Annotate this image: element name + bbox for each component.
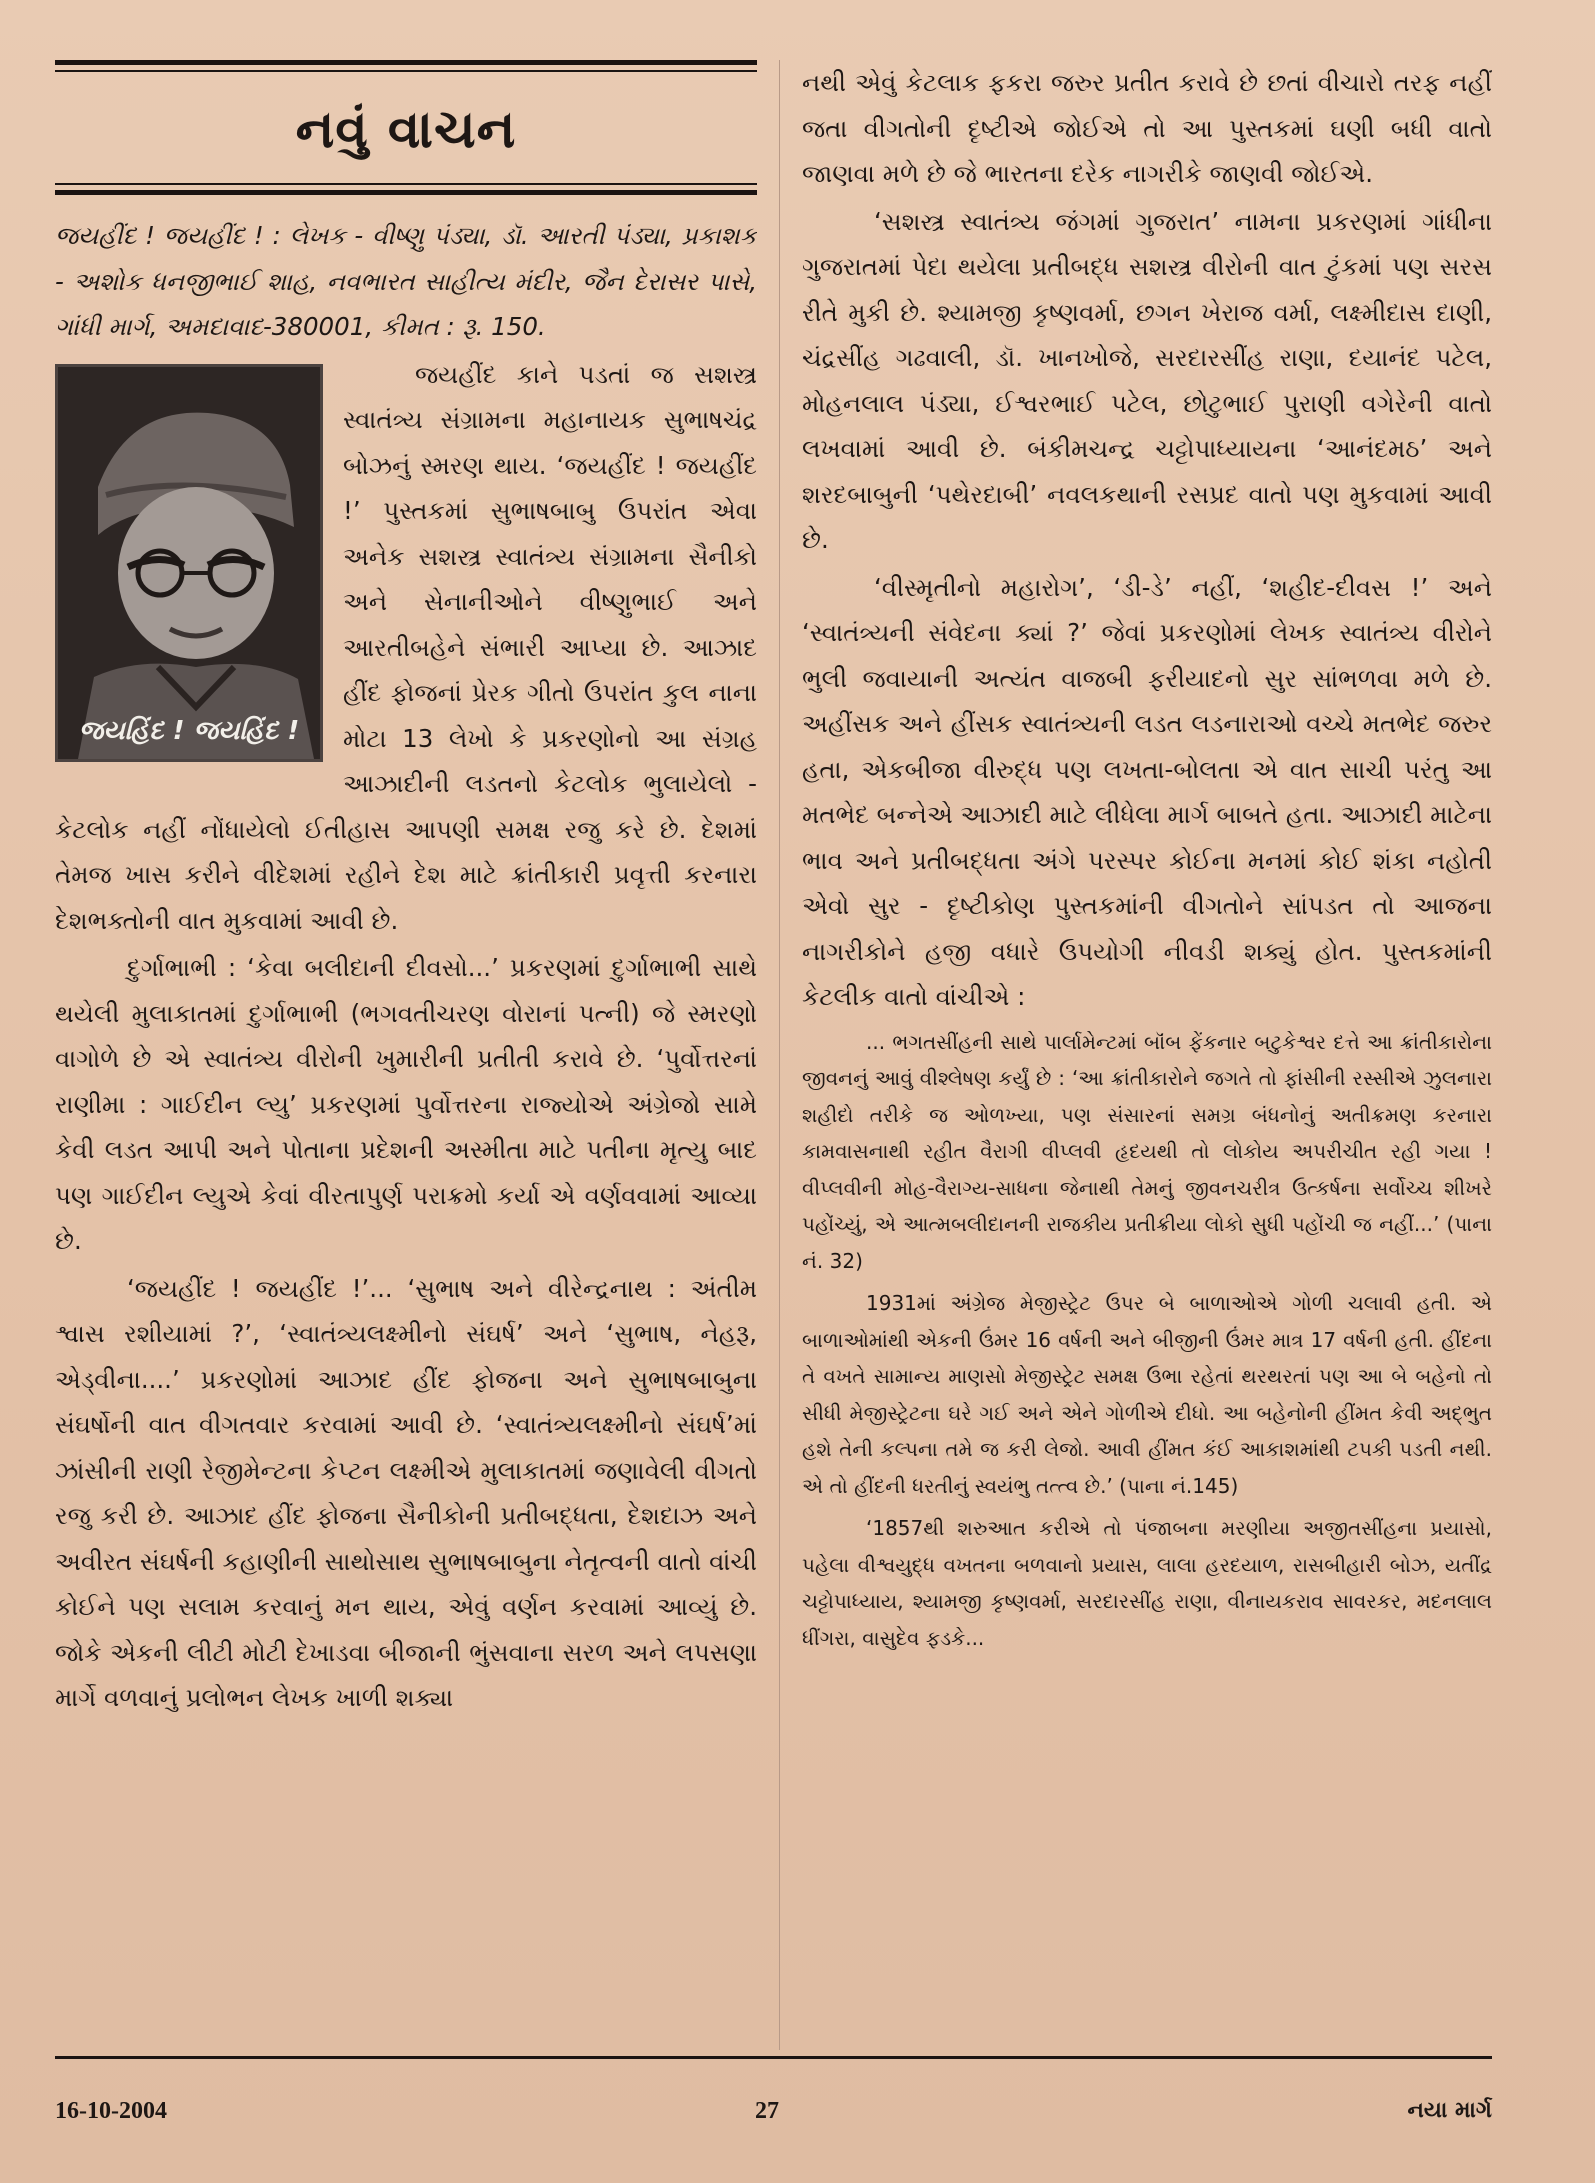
left-column (55, 60, 757, 2050)
page-footer (55, 2092, 1492, 2136)
left-paragraph-2: દુર્ગાભાભી : ‘કેવા બલીદાની દીવસો...’ પ્રકરણમાં દુર્ગાભાભી સાથે થયેલી મુલાકાતમાં દુર્ગાભાભી (ભગવતીચરણ વોરાનાં પત્ની) જે સ્મરણો વાગોળે છે એ સ્વાતંત્ર્ય વીરોની ખુમારીની પ્રતીતી કરાવે છે. ‘પુર્વોત્તરનાં રાણીમા : ગાઈદીન લ્યુ’ પ્રકરણમાં પુર્વોત્તરના રાજ્યોએ અંગ્રેજો સામે કેવી લડત આપી અને પોતાના પ્રદેશની અસ્મીતા માટે પતીના મૃત્યુ બાદ પણ ગાઈદીન લ્યુએ કેવાં વીરતાપુર્ણ પરાક્રમો કર્યા એ વર્ણવવામાં આવ્યા છે. (55, 953, 757, 1255)
publication-name: નયા માર્ગ (1407, 2098, 1492, 2123)
quote-paragraph-1: ... ભગતસીંહની સાથે પાર્લામેન્ટમાં બૉંબ ફેંકનાર બટુકેશ્વર દત્તે આ ક્રાંતીકારોના જીવનનું આવું વીશ્લેષણ કર્યું છે : ‘આ ક્રાંતીકારોને જગતે તો ફાંસીની રસ્સીએ ઝુલનારા શહીદો તરીકે જ ઓળખ્યા, પણ સંસારનાં સમગ્ર બંધનોનું અતીક્રમણ કરનારા કામવાસનાથી રહીત વૈરાગી વીપ્લવી હૃદયથી તો લોકોય અપરીચીત રહી ગયા ! વીપ્લવીની મોહ-વૈરાગ્ય-સાધના જેનાથી તેમનું જીવનચરીત્ર ઉત્કર્ષના સર્વોચ્ચ શીખરે પહોંચ્યું, એ આત્મબલીદાનની રાજકીય પ્રતીક્રીયા લોકો સુધી પહોંચી જ નહીં...’ (પાના નં. 32) (802, 1029, 1492, 1273)
right-paragraph-1: નથી એવું કેટલાક ફકરા જરુર પ્રતીત કરાવે છે છતાં વીચારો તરફ નહીં જતા વીગતોની દૃષ્ટીએ જોઈએ તો આ પુસ્તકમાં ઘણી બધી વાતો જાણવા મળે છે જે ભારતના દરેક નાગરીકે જાણવી જોઈએ. (802, 68, 1492, 188)
quote-paragraph-3: ‘1857થી શરુઆત કરીએ તો પંજાબના મરણીયા અજીતસીંહના પ્રયાસો, પહેલા વીશ્વયુદ્ધ વખતના બળવાનો પ્રયાસ, લાલા હરદયાળ, રાસબીહારી બોઝ, યતીંદ્ર ચટ્ટોપાધ્યાય, શ્યામજી કૃષ્ણવર્મા, સરદારસીંહ રાણા, વીનાયકરાવ સાવરકર, મદનલાલ ધીંગરા, વાસુદેવ ફડકે... (802, 1516, 1492, 1650)
issue-date: 16-10-2004 (55, 2098, 167, 2124)
masthead-rule-bottom-thin (55, 183, 757, 185)
left-paragraph-1: જયહીંદ કાને પડતાં જ સશસ્ત્ર સ્વાતંત્ર્ય સંગ્રામના મહાનાયક સુભાષચંદ્ર બોઝનું સ્મરણ થાય. ‘જયહીંદ ! જયહીંદ !’ પુસ્તકમાં સુભાષબાબુ ઉપરાંત એવા અનેક સશસ્ત્ર સ્વાતંત્ર્ય સંગ્રામના સૈનીકો અને સેનાનીઓને વીષ્ણુભાઈ અને આરતીબહેને સંભારી આપ્યા છે. આઝાદ હીંદ ફોજનાં પ્રેરક ગીતો ઉપરાંત કુલ નાના મોટા 13 લેખો કે પ્રકરણોનો આ સંગ્રહ આઝાદીની લડતનો કેટલોક ભુલાયેલો - કેટલોક નહીં નોંધાયેલો ઈતીહાસ આપણી સમક્ષ રજુ કરે છે. દેશમાં તેમજ ખાસ કરીને વીદેશમાં રહીને દેશ માટે ક્રાંતીકારી પ્રવૃત્તી કરનારા દેશભક્તોની વાત મુકવામાં આવી છે. (55, 359, 757, 935)
masthead-rule-top (55, 60, 757, 65)
right-column (802, 60, 1492, 2050)
cover-title: જયહિંદ ! જયહિંદ ! (78, 715, 300, 746)
right-paragraph-2: ‘સશસ્ત્ર સ્વાતંત્ર્ય જંગમાં ગુજરાત’ નામના પ્રકરણમાં ગાંધીના ગુજરાતમાં પેદા થયેલા પ્રતીબદ્ધ સશસ્ત્ર વીરોની વાત ટુંકમાં પણ સરસ રીતે મુકી છે. શ્યામજી કૃષ્ણવર્મા, છગન ખેરાજ વર્મા, લક્ષ્મીદાસ દાણી, ચંદ્રસીંહ ગઢવાલી, ડૉ. ખાનખોજે, સરદારસીંહ રાણા, દયાનંદ પટેલ, મોહનલાલ પંડ્યા, ઈશ્વરભાઈ પટેલ, છોટુભાઈ પુરાણી વગેરેની વાતો લખવામાં આવી છે. બંકીમચન્દ્ર ચટ્ટોપાધ્યાયના ‘આનંદમઠ’ અને શરદબાબુની ‘પથેરદાબી’ નવલકથાની રસપ્રદ વાતો પણ મુકવામાં આવી છે. (802, 206, 1492, 554)
book-cover-image (55, 364, 323, 762)
section-title: નવું વાચન (295, 100, 517, 160)
column-divider (779, 60, 780, 2050)
footer-rule (55, 2056, 1492, 2059)
quote-paragraph-2: 1931માં અંગ્રેજ મેજીસ્ટ્રેટ ઉપર બે બાળાઓએ ગોળી ચલાવી હતી. એ બાળાઓમાંથી એકની ઉંમર 16 વર્ષની અને બીજીની ઉંમર માત્ર 17 વર્ષની હતી. હીંદના તે વખતે સામાન્ય માણસો મેજીસ્ટ્રેટ સમક્ષ ઉભા રહેતાં થરથરતાં પણ આ બે બહેનો તો સીધી મેજીસ્ટ્રેટના ઘરે ગઈ અને એને ગોળીએ દીધો. આ બહેનોની હીંમત કેવી અદ્ભુત હશે તેની કલ્પના તમે જ કરી લેજો. આવી હીંમત કંઈ આકાશમાંથી ટપકી પડતી નથી. એ તો હીંદની ધરતીનું સ્વયંભુ તત્ત્વ છે.’ (પાના નં.145) (802, 1291, 1492, 1498)
section-header (55, 72, 757, 183)
portrait-illustration (58, 367, 320, 759)
right-paragraph-3: ‘વીસ્મૃતીનો મહારોગ’, ‘ડી-ડે’ નહીં, ‘શહીદ-દીવસ !’ અને ‘સ્વાતંત્ર્યની સંવેદના ક્યાં ?’ જેવાં પ્રકરણોમાં લેખક સ્વાતંત્ર્ય વીરોને ભુલી જવાયાની અત્યંત વાજબી ફરીયાદનો સુર સાંભળવા મળે છે. અહીંસક અને હીંસક સ્વાતંત્ર્યની લડત લડનારાઓ વચ્ચે મતભેદ જરુર હતા, એકબીજા વીરુદ્ધ પણ લખતા-બોલતા એ વાત સાચી પરંતુ આ મતભેદ બન્નેએ આઝાદી માટે લીધેલા માર્ગ બાબતે હતા. આઝાદી માટેના ભાવ અને પ્રતીબદ્ધતા અંગે પરસ્પર કોઈના મનમાં કોઈ શંકા નહોતી એવો સુર - દૃષ્ટીકોણ પુસ્તકમાંની વીગતોને સાંપડત તો આજના નાગરીકોને હજી વધારે ઉપયોગી નીવડી શક્યું હોત. પુસ્તકમાંની કેટલીક વાતો વાંચીએ : (802, 572, 1492, 1011)
page-number: 27 (755, 2098, 779, 2124)
masthead-rule-bottom (55, 190, 757, 195)
left-paragraph-3: ‘જયહીંદ ! જયહીંદ !’... ‘સુભાષ અને વીરેન્દ્રનાથ : અંતીમ શ્વાસ રશીયામાં ?’, ‘સ્વાતંત્ર્યલક્ષ્મીનો સંઘર્ષ’ અને ‘સુભાષ, નેહરૂ, એડ્વીના....’ પ્રકરણોમાં આઝાદ હીંદ ફોજના અને સુભાષબાબુના સંઘર્ષોની વાત વીગતવાર કરવામાં આવી છે. ‘સ્વાતંત્ર્યલક્ષ્મીનો સંઘર્ષ’માં ઝાંસીની રાણી રેજીમેન્ટના કેપ્ટન લક્ષ્મીએ મુલાકાતમાં જણાવેલી વીગતો રજુ કરી છે. આઝાદ હીંદ ફોજના સૈનીકોની પ્રતીબદ્ધતા, દેશદાઝ અને અવીરત સંઘર્ષની કહાણીની સાથોસાથ સુભાષબાબુના નેતૃત્વની વાતો વાંચી કોઈને પણ સલામ કરવાનું મન થાય, એવું વર્ણન કરવામાં આવ્યું છે. જોકે એકની લીટી મોટી દેખાડવા બીજાની ભુંસવાના સરળ અને લપસણા માર્ગે વળવાનું પ્રલોભન લેખક ખાળી શક્યા (55, 1273, 757, 1712)
book-details: જયહીંદ ! જયહીંદ ! : લેખક - વીષ્ણુ પંડ્યા, ડૉ. આરતી પંડ્યા, પ્રકાશક - અશોક ધનજીભાઈ શાહ, નવભારત સાહીત્ય મંદીર, જૈન દેરાસર પાસે, ગાંધી માર્ગ, અમદાવાદ-380001, કીમત : રૂ. 150. (55, 221, 757, 341)
